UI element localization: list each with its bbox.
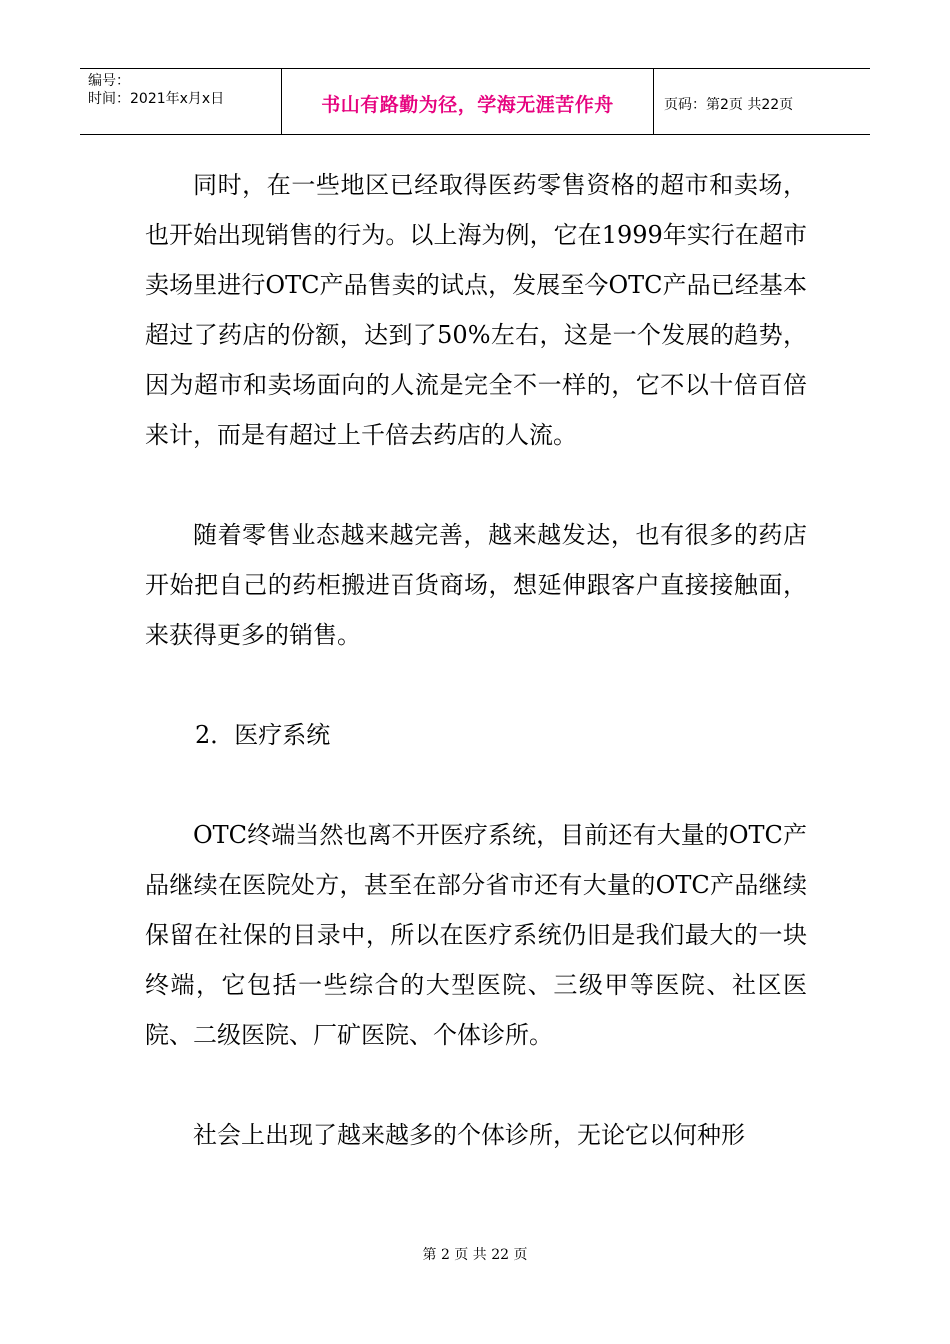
document-time-label: 时间：2021年x月x日 (88, 91, 225, 107)
paragraph-spacer (145, 460, 807, 510)
document-body (145, 160, 807, 1160)
paragraph-private-clinics: 社会上出现了越来越多的个体诊所，无论它以何种形 (193, 1121, 745, 1149)
section-heading-medical-system: 2．医疗系统 (195, 721, 331, 749)
paragraph-spacer (145, 1060, 807, 1110)
paragraph-supermarket-sales: 同时，在一些地区已经取得医药零售资格的超市和卖场，也开始出现销售的行为。以上海为例，它在1999年实行在超市卖场里进行OTC产品售卖的试点，发展至今OTC产品已经基本超过了药店的份额，达到了50%左右，这是一个发展的趋势，因为超市和卖场面向的人流是完全不一样的，它不以十倍百倍来计，而是有超过上千倍去药店的人流。 (145, 171, 807, 449)
page-footer: 第 2 页 共 22 页 (422, 1247, 528, 1263)
header-page-info: 页码：第2页 共22页 (664, 96, 794, 113)
header-motto: 书山有路勤为径，学海无涯苦作舟 (282, 69, 654, 134)
paragraph-retail-format: 随着零售业态越来越完善，越来越发达，也有很多的药店开始把自己的药柜搬进百货商场，想延伸跟客户直接接触面，来获得更多的销售。 (145, 521, 807, 649)
page-header (80, 68, 870, 135)
paragraph-medical-terminal: OTC终端当然也离不开医疗系统，目前还有大量的OTC产品继续在医院处方，甚至在部分省市还有大量的OTC产品继续保留在社保的目录中，所以在医疗系统仍旧是我们最大的一块终端，它包括一些综合的大型医院、三级甲等医院、社区医院、二级医院、厂矿医院、个体诊所。 (145, 821, 807, 1049)
paragraph-spacer (145, 660, 807, 710)
paragraph-spacer (145, 760, 807, 810)
header-meta (80, 69, 282, 134)
document-number-label: 编号： (88, 73, 130, 89)
